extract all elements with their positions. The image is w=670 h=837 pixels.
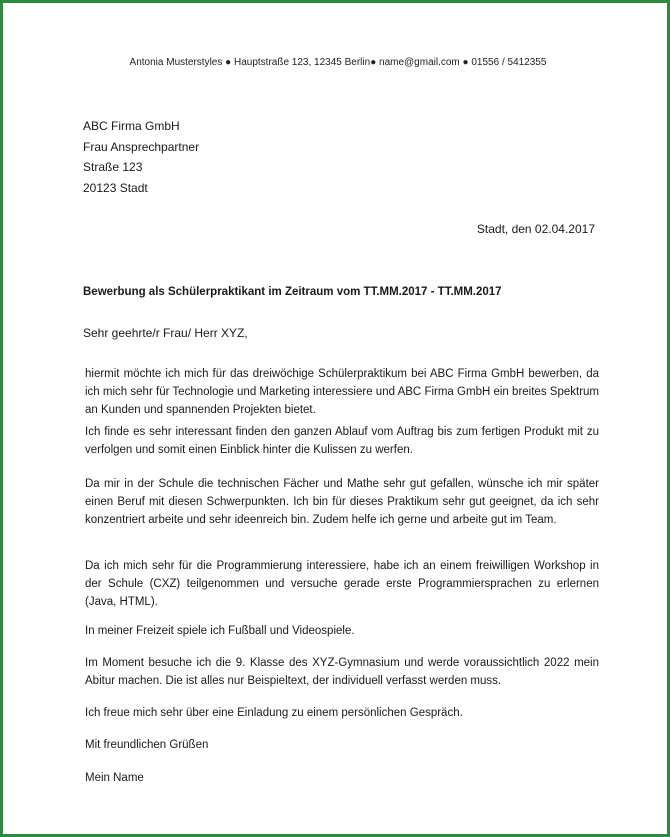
closing: Mit freundlichen Grüßen [85, 739, 209, 751]
separator-dot: ● [462, 57, 469, 68]
recipient-company: ABC Firma GmbH [83, 119, 180, 133]
sender-email: name@gmail.com [379, 57, 460, 68]
sender-name: Antonia Musterstyles [129, 57, 223, 68]
separator-dot: ● [225, 57, 232, 68]
recipient-street: Straße 123 [83, 160, 143, 174]
sender-header [3, 57, 670, 68]
subject-line: Bewerbung als Schülerpraktikant im Zeitraum vom TT.MM.2017 - TT.MM.2017 [83, 286, 502, 298]
date-line: Stadt, den 02.04.2017 [476, 222, 595, 236]
signature-name: Mein Name [85, 772, 144, 784]
separator-dot: ● [370, 57, 377, 68]
paragraph: hiermit möchte ich mich für das dreiwöchige Schülerpraktikum bei ABC Firma GmbH bewerben, da ich mich sehr für Technologie und Marketing interessiere und ABC Firma GmbH ein breites Spektrum an Kunden und spannenden Projekten bietet. [85, 368, 599, 416]
paragraph: Ich freue mich sehr über eine Einladung zu einem persönlichen Gespräch. [85, 707, 463, 719]
paragraph: Im Moment besuche ich die 9. Klasse des XYZ-Gymnasium und werde voraussichtlich 2022 mein Abitur machen. Die ist alles nur Beispieltext, der individuell verfasst werden muss. [85, 657, 599, 687]
sender-address: Hauptstraße 123, 12345 Berlin [233, 57, 371, 68]
paragraph: In meiner Freizeit spiele ich Fußball und Videospiele. [85, 625, 355, 637]
paragraph: Ich finde es sehr interessant finden den ganzen Ablauf vom Auftrag bis zum fertigen Produkt mit zu verfolgen und somit einen Einblick hinter die Kulissen zu werfen. [85, 426, 599, 456]
sender-phone: 01556 / 5412355 [471, 57, 547, 68]
salutation: Sehr geehrte/r Frau/ Herr XYZ, [83, 326, 248, 340]
paragraph: Da mir in der Schule die technischen Fächer und Mathe sehr gut gefallen, wünsche ich mir später einen Beruf mit diesen Schwerpunkten. Ich bin für dieses Praktikum sehr gut geeignet, da ich sehr konzentriert arbeite und sehr ideenreich bin. Zudem helfe ich gerne und arbeite gut im Team. [85, 478, 599, 526]
recipient-city: 20123 Stadt [83, 180, 148, 195]
recipient-contact: Frau Ansprechpartner [83, 139, 200, 154]
recipient-block [83, 116, 199, 198]
paragraph: Da ich mich sehr für die Programmierung interessiere, habe ich an einem freiwilligen Workshop in der Schule (CXZ) teilgenommen und versuche gerade erste Programmiersprachen zu erlernen (Java, HTML). [85, 560, 599, 608]
